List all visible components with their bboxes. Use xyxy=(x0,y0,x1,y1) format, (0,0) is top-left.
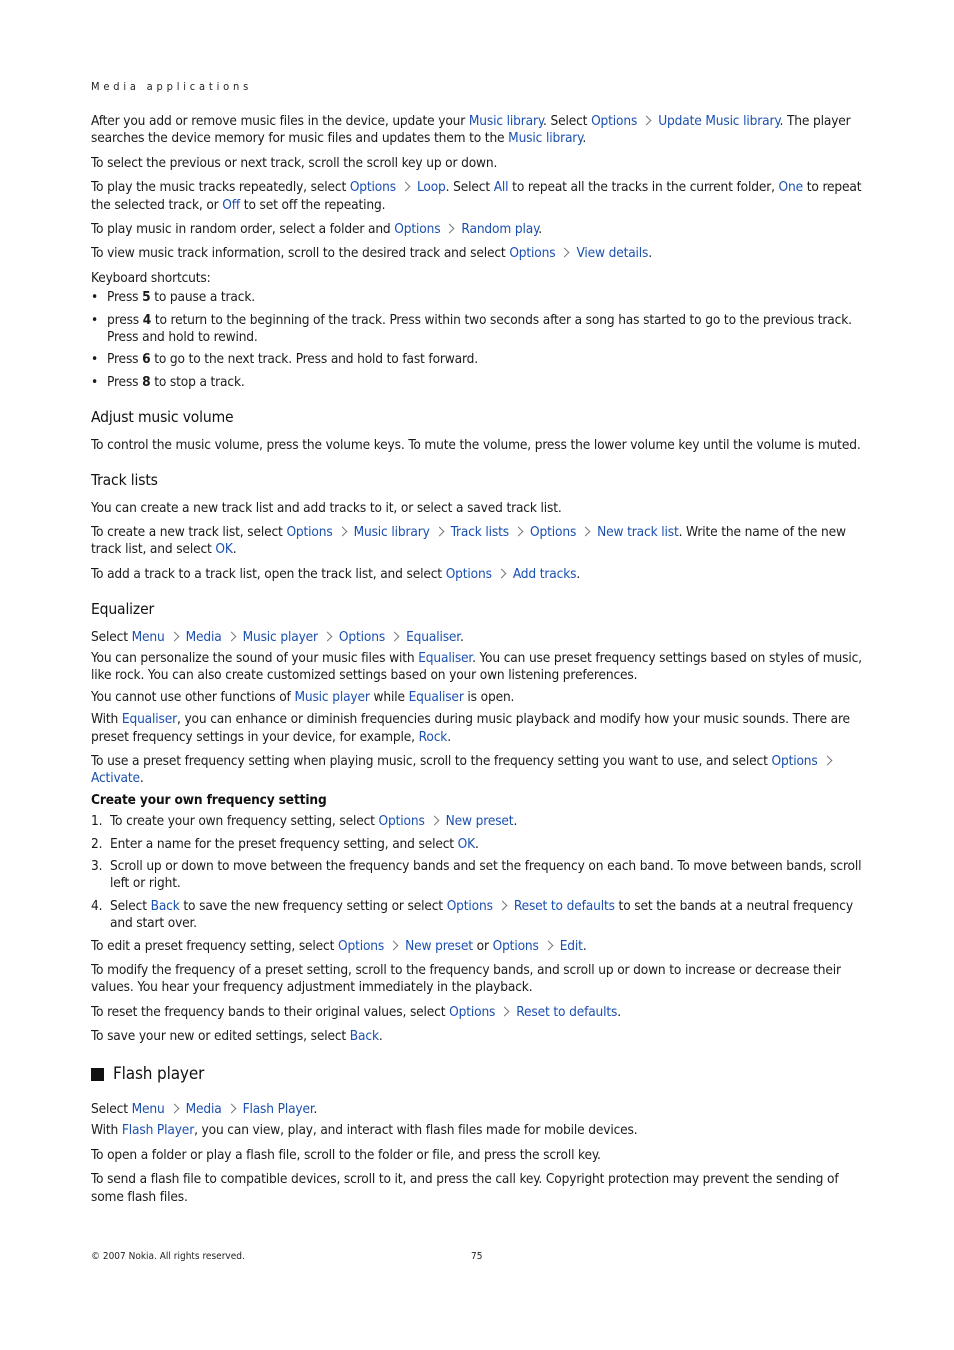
heading-track-lists: Track lists xyxy=(91,471,158,490)
link-menu[interactable]: Menu xyxy=(131,628,165,645)
link-random-play[interactable]: Random play xyxy=(461,221,539,238)
chevron-right-icon xyxy=(822,756,832,766)
link-new-preset[interactable]: New preset xyxy=(445,813,514,830)
chevron-right-icon xyxy=(401,182,411,192)
steps-list xyxy=(91,813,866,932)
paragraph-shortcuts-label: Keyboard shortcuts: xyxy=(91,269,211,286)
link-options[interactable]: Options xyxy=(446,897,493,914)
link-options[interactable]: Options xyxy=(349,179,396,196)
link-equaliser[interactable]: Equaliser xyxy=(406,628,460,645)
chevron-right-icon xyxy=(496,568,506,578)
square-bullet-icon xyxy=(91,1068,104,1081)
link-music-library[interactable]: Music library xyxy=(508,130,583,147)
paragraph-flash-open: To open a folder or play a flash file, scroll to the folder or file, and press the scroll key. xyxy=(91,1146,601,1163)
link-update-music-library[interactable]: Update Music library xyxy=(658,113,780,129)
paragraph-save-settings: To save your new or edited settings, select Back. xyxy=(91,1028,383,1045)
link-activate[interactable]: Activate xyxy=(91,770,140,787)
link-one[interactable]: One xyxy=(778,179,804,196)
link-media[interactable]: Media xyxy=(185,1101,222,1118)
chevron-right-icon xyxy=(581,526,591,536)
list-item: 1. To create your own frequency setting, select Options New preset. xyxy=(91,813,518,830)
link-reset-to-defaults[interactable]: Reset to defaults xyxy=(513,897,615,914)
paragraph-select-track: To select the previous or next track, scroll the scroll key up or down. xyxy=(91,154,498,171)
link-new-preset[interactable]: New preset xyxy=(405,937,473,954)
chevron-right-icon xyxy=(497,900,507,910)
link-reset-to-defaults[interactable]: Reset to defaults xyxy=(516,1003,618,1020)
paragraph-edit-preset: To edit a preset frequency setting, select Options New preset or Options Edit. xyxy=(91,937,587,954)
link-back[interactable]: Back xyxy=(349,1028,379,1045)
list-item: 2. Enter a name for the preset frequency setting, and select OK. xyxy=(91,835,479,852)
running-header: Media applications xyxy=(91,80,253,93)
chevron-right-icon xyxy=(169,1104,179,1114)
shortcut-list xyxy=(91,289,866,391)
chevron-right-icon xyxy=(226,631,236,641)
page-content xyxy=(91,113,866,1213)
paragraph-eq-activate: To use a preset frequency setting when playing music, scroll to the frequency setting you want to use, and select OptionsActivate. xyxy=(91,753,866,788)
paragraph-view-details: To view music track information, scroll to the desired track and select Options View details. xyxy=(91,245,653,262)
chevron-right-icon xyxy=(514,526,524,536)
list-item: 4. Select Back to save the new frequency setting or select Options Reset to defaults to set the bands at a neutral frequency and start over. xyxy=(91,897,853,932)
link-track-lists[interactable]: Track lists xyxy=(450,523,510,540)
link-off[interactable]: Off xyxy=(222,196,241,213)
link-options[interactable]: Options xyxy=(394,221,441,238)
link-ok[interactable]: OK xyxy=(457,835,476,852)
paragraph-volume: To control the music volume, press the volume keys. To mute the volume, press the lower volume key until the volume is muted. xyxy=(91,436,861,453)
chevron-right-icon xyxy=(337,526,347,536)
paragraph-create-track-list: To create a new track list, select Options Music library Track lists Options New track list. Write the name of the new track list, and select OK. xyxy=(91,523,846,558)
link-rock[interactable]: Rock xyxy=(418,728,448,745)
chevron-right-icon xyxy=(642,116,652,126)
paragraph-eq-path: Select Menu Media Music player Options Equaliser. xyxy=(91,628,464,645)
link-new-track-list[interactable]: New track list xyxy=(597,523,679,540)
heading-flash-player: Flash player xyxy=(91,1066,866,1083)
heading-equalizer: Equalizer xyxy=(91,600,155,619)
link-equaliser[interactable]: Equaliser xyxy=(418,649,473,666)
paragraph-random-play: To play music in random order, select a folder and Options Random play. xyxy=(91,221,542,238)
link-options[interactable]: Options xyxy=(530,523,577,540)
chevron-right-icon xyxy=(560,248,570,258)
chevron-right-icon xyxy=(429,816,439,826)
paragraph-flash-path: Select Menu Media Flash Player. xyxy=(91,1101,318,1118)
link-music-library[interactable]: Music library xyxy=(353,523,430,540)
link-ok[interactable]: OK xyxy=(215,541,233,558)
link-edit[interactable]: Edit xyxy=(559,937,583,954)
chevron-right-icon xyxy=(434,526,444,536)
link-add-tracks[interactable]: Add tracks xyxy=(512,565,577,582)
chevron-right-icon xyxy=(226,1104,236,1114)
link-options[interactable]: Options xyxy=(771,752,818,769)
link-flash-player[interactable]: Flash Player xyxy=(121,1122,195,1139)
link-options[interactable]: Options xyxy=(509,245,556,262)
link-all[interactable]: All xyxy=(493,179,509,196)
link-options[interactable]: Options xyxy=(338,937,385,954)
link-view-details[interactable]: View details xyxy=(576,245,649,262)
link-options[interactable]: Options xyxy=(338,628,386,645)
paragraph-eq-presets: With Equaliser, you can enhance or diminish frequencies during music playback and modify how your music sounds. There are preset frequency settings in your device, for example, Rock. xyxy=(91,711,850,745)
link-music-player[interactable]: Music player xyxy=(294,688,370,705)
link-music-player[interactable]: Music player xyxy=(242,628,318,645)
link-options[interactable]: Options xyxy=(286,523,333,540)
link-music-library[interactable]: Music library xyxy=(468,113,544,129)
list-item: • Press 6 to go to the next track. Press and hold to fast forward. xyxy=(91,351,866,368)
link-equaliser[interactable]: Equaliser xyxy=(121,711,177,728)
paragraph-track-intro: You can create a new track list and add tracks to it, or select a saved track list. xyxy=(91,499,562,516)
list-item: • press 4 to return to the beginning of the track. Press within two seconds after a song has started to go to the previous track. Press and hold to rewind. xyxy=(91,312,866,347)
list-item: 3. Scroll up or down to move between the frequency bands and set the frequency on each band. To move between bands, scroll left or right. xyxy=(91,858,862,892)
link-loop[interactable]: Loop xyxy=(416,179,446,196)
paragraph-update-library: After you add or remove music files in the device, update your Music library. Select Options Update Music library. The player searches the device memory for music files and updates them to the Music library. xyxy=(91,113,851,147)
link-options[interactable]: Options xyxy=(445,565,492,582)
list-item: • Press 8 to stop a track. xyxy=(91,374,866,391)
chevron-right-icon xyxy=(322,631,332,641)
link-options[interactable]: Options xyxy=(492,937,539,954)
chevron-right-icon xyxy=(445,224,455,234)
link-menu[interactable]: Menu xyxy=(131,1101,165,1118)
paragraph-flash-intro: With Flash Player, you can view, play, and interact with flash files made for mobile devices. xyxy=(91,1122,638,1139)
chevron-right-icon xyxy=(390,631,400,641)
paragraph-eq-personalize: You can personalize the sound of your music files with Equaliser. You can use preset frequency settings based on styles of music, like rock. You can also create customized settings based on your own listening preferences. xyxy=(91,649,862,684)
paragraph-modify-frequency: To modify the frequency of a preset setting, scroll to the frequency bands, and scroll up or down to increase or decrease their values. You hear your frequency adjustment immediately in the playback. xyxy=(91,962,841,996)
link-options[interactable]: Options xyxy=(591,113,638,129)
list-item: • Press 5 to pause a track. xyxy=(91,289,866,306)
link-equaliser[interactable]: Equaliser xyxy=(408,688,464,705)
paragraph-eq-restriction: You cannot use other functions of Music player while Equaliser is open. xyxy=(91,688,515,705)
chevron-right-icon xyxy=(169,631,179,641)
heading-adjust-volume: Adjust music volume xyxy=(91,408,234,427)
chevron-right-icon xyxy=(500,1006,510,1016)
paragraph-repeat: To play the music tracks repeatedly, select Options Loop. Select All to repeat all the tracks in the current folder, One to repeat the selected track, or Off to set off the repeating. xyxy=(91,179,862,213)
link-back[interactable]: Back xyxy=(150,897,180,914)
link-flash-player[interactable]: Flash Player xyxy=(242,1101,314,1118)
chevron-right-icon xyxy=(389,940,399,950)
paragraph-add-tracks: To add a track to a track list, open the track list, and select Options Add tracks. xyxy=(91,565,581,582)
link-options[interactable]: Options xyxy=(378,813,425,830)
subheading-own-frequency: Create your own frequency setting xyxy=(91,791,327,808)
link-options[interactable]: Options xyxy=(449,1003,496,1020)
link-media[interactable]: Media xyxy=(185,628,222,645)
chevron-right-icon xyxy=(543,940,553,950)
paragraph-flash-send: To send a flash file to compatible devices, scroll to it, and press the call key. Copyright protection may prevent the sending of some flash files. xyxy=(91,1171,839,1205)
page-number: 75 xyxy=(471,1251,483,1262)
paragraph-reset-bands: To reset the frequency bands to their original values, select Options Reset to defaults. xyxy=(91,1003,622,1020)
copyright-footer: © 2007 Nokia. All rights reserved. xyxy=(91,1251,245,1262)
